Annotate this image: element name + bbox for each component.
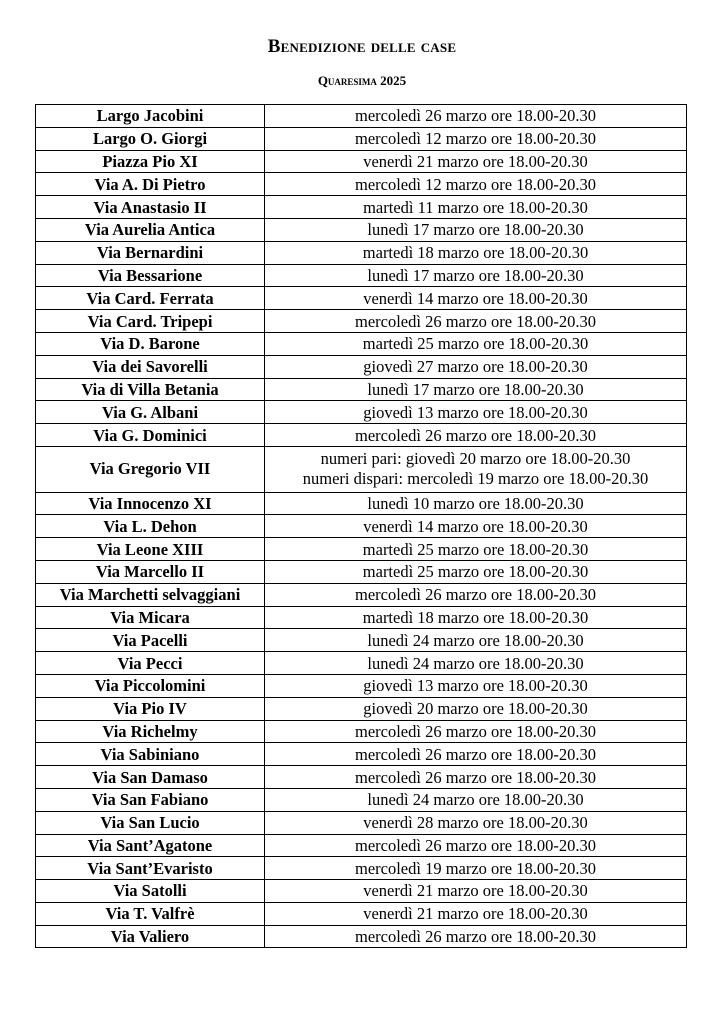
visit-date-cell — [265, 378, 687, 401]
table-row — [36, 902, 687, 925]
visit-date: lunedì 24 marzo ore 18.00-20.30 — [367, 653, 584, 673]
table-row — [36, 310, 687, 333]
street-name: Via di Villa Betania — [36, 378, 265, 401]
visit-date-cell — [265, 788, 687, 811]
table-row — [36, 925, 687, 948]
visit-date: mercoledì 19 marzo ore 18.00-20.30 — [354, 858, 596, 878]
street-name: Via Innocenzo XI — [36, 492, 265, 515]
table-row — [36, 378, 687, 401]
visit-date-cell — [265, 310, 687, 333]
visit-date: venerdì 21 marzo ore 18.00-20.30 — [363, 881, 588, 901]
page-subtitle: Quaresima 2025 — [317, 73, 407, 88]
visit-date: martedì 18 marzo ore 18.00-20.30 — [362, 607, 589, 627]
table-row — [36, 857, 687, 880]
table-row — [36, 606, 687, 629]
street-name: Via Aurelia Antica — [36, 218, 265, 241]
table-row — [36, 264, 687, 287]
visit-date: martedì 25 marzo ore 18.00-20.30 — [362, 562, 589, 582]
table-row — [36, 788, 687, 811]
visit-date: lunedì 17 marzo ore 18.00-20.30 — [367, 220, 584, 240]
visit-date: venerdì 21 marzo ore 18.00-20.30 — [363, 904, 588, 924]
table-row — [36, 674, 687, 697]
visit-date: numeri pari: giovedì 20 marzo ore 18.00-20.30 — [320, 449, 631, 469]
table-row — [36, 538, 687, 561]
table-row — [36, 697, 687, 720]
visit-date-cell — [265, 880, 687, 903]
visit-date: martedì 11 marzo ore 18.00-20.30 — [363, 197, 588, 217]
street-name: Via Sant’Evaristo — [36, 857, 265, 880]
street-name: Via D. Barone — [36, 332, 265, 355]
street-name: Via Sabiniano — [36, 743, 265, 766]
table-row — [36, 515, 687, 538]
visit-date-cell — [265, 287, 687, 310]
street-name: Via San Lucio — [36, 811, 265, 834]
visit-date: mercoledì 12 marzo ore 18.00-20.30 — [354, 129, 596, 149]
street-name: Via Marchetti selvaggiani — [36, 583, 265, 606]
visit-date: lunedì 17 marzo ore 18.00-20.30 — [367, 379, 584, 399]
table-row — [36, 218, 687, 241]
visit-date: lunedì 10 marzo ore 18.00-20.30 — [367, 493, 584, 513]
visit-date: mercoledì 26 marzo ore 18.00-20.30 — [354, 835, 596, 855]
visit-date: venerdì 21 marzo ore 18.00-20.30 — [363, 151, 588, 171]
table-row — [36, 834, 687, 857]
table-row — [36, 196, 687, 219]
visit-date-cell — [265, 218, 687, 241]
visit-date-cell — [265, 720, 687, 743]
visit-date-cell — [265, 332, 687, 355]
street-name: Via Satolli — [36, 880, 265, 903]
visit-date-cell — [265, 902, 687, 925]
visit-date: mercoledì 26 marzo ore 18.00-20.30 — [354, 721, 596, 741]
street-name: Via Micara — [36, 606, 265, 629]
visit-date: venerdì 14 marzo ore 18.00-20.30 — [363, 288, 588, 308]
visit-date-cell — [265, 811, 687, 834]
street-name: Via Valiero — [36, 925, 265, 948]
visit-date-cell — [265, 834, 687, 857]
street-name: Largo Jacobini — [36, 105, 265, 128]
table-row — [36, 287, 687, 310]
table-row — [36, 811, 687, 834]
visit-date: mercoledì 26 marzo ore 18.00-20.30 — [354, 106, 596, 126]
schedule-body — [36, 105, 687, 948]
visit-date: mercoledì 26 marzo ore 18.00-20.30 — [354, 767, 596, 787]
visit-date: mercoledì 26 marzo ore 18.00-20.30 — [354, 311, 596, 331]
visit-date: mercoledì 26 marzo ore 18.00-20.30 — [354, 585, 596, 605]
street-name: Via Bernardini — [36, 241, 265, 264]
visit-date: lunedì 17 marzo ore 18.00-20.30 — [367, 265, 584, 285]
street-name: Via T. Valfrè — [36, 902, 265, 925]
visit-date: venerdì 14 marzo ore 18.00-20.30 — [363, 516, 588, 536]
visit-date: giovedì 20 marzo ore 18.00-20.30 — [363, 699, 588, 719]
street-name: Via G. Dominici — [36, 424, 265, 447]
visit-date-cell — [265, 560, 687, 583]
table-row — [36, 332, 687, 355]
visit-date-cell — [265, 446, 687, 492]
table-row — [36, 629, 687, 652]
street-name: Piazza Pio XI — [36, 150, 265, 173]
table-row — [36, 492, 687, 515]
street-name: Via Leone XIII — [36, 538, 265, 561]
street-name: Via Pio IV — [36, 697, 265, 720]
visit-date-cell — [265, 492, 687, 515]
visit-date: mercoledì 26 marzo ore 18.00-20.30 — [354, 744, 596, 764]
visit-date-cell — [265, 264, 687, 287]
street-name: Via G. Albani — [36, 401, 265, 424]
visit-date-cell — [265, 515, 687, 538]
table-row — [36, 583, 687, 606]
table-row — [36, 424, 687, 447]
street-name: Via Sant’Agatone — [36, 834, 265, 857]
visit-date-cell — [265, 538, 687, 561]
visit-date: martedì 25 marzo ore 18.00-20.30 — [362, 539, 589, 559]
street-name: Via Bessarione — [36, 264, 265, 287]
visit-date: mercoledì 12 marzo ore 18.00-20.30 — [354, 174, 596, 194]
table-row — [36, 105, 687, 128]
page-title: Benedizione delle case — [267, 36, 457, 57]
street-name: Via Card. Tripepi — [36, 310, 265, 333]
table-row — [36, 355, 687, 378]
street-name: Via Card. Ferrata — [36, 287, 265, 310]
visit-date: giovedì 13 marzo ore 18.00-20.30 — [363, 676, 588, 696]
visit-date: lunedì 24 marzo ore 18.00-20.30 — [367, 630, 584, 650]
street-name: Via Pecci — [36, 652, 265, 675]
visit-date-cell — [265, 743, 687, 766]
street-name: Largo O. Giorgi — [36, 127, 265, 150]
visit-date-cell — [265, 766, 687, 789]
table-row — [36, 652, 687, 675]
visit-date-cell — [265, 401, 687, 424]
visit-date-cell — [265, 173, 687, 196]
table-row — [36, 560, 687, 583]
visit-date-cell — [265, 424, 687, 447]
visit-date-cell — [265, 629, 687, 652]
street-name: Via San Damaso — [36, 766, 265, 789]
visit-date-cell — [265, 241, 687, 264]
street-name: Via San Fabiano — [36, 788, 265, 811]
visit-date: martedì 25 marzo ore 18.00-20.30 — [362, 334, 589, 354]
street-name: Via dei Savorelli — [36, 355, 265, 378]
table-row — [36, 241, 687, 264]
visit-date-cell — [265, 583, 687, 606]
table-row — [36, 720, 687, 743]
visit-date: numeri dispari: mercoledì 19 marzo ore 18.00-20.30 — [302, 469, 649, 489]
visit-date-cell — [265, 127, 687, 150]
visit-date-cell — [265, 652, 687, 675]
visit-date: giovedì 27 marzo ore 18.00-20.30 — [363, 357, 588, 377]
street-name: Via L. Dehon — [36, 515, 265, 538]
table-row — [36, 766, 687, 789]
street-name: Via Marcello II — [36, 560, 265, 583]
street-name: Via Pacelli — [36, 629, 265, 652]
visit-date-cell — [265, 697, 687, 720]
street-name: Via Piccolomini — [36, 674, 265, 697]
visit-date: mercoledì 26 marzo ore 18.00-20.30 — [354, 927, 596, 947]
table-row — [36, 150, 687, 173]
street-name: Via A. Di Pietro — [36, 173, 265, 196]
visit-date: giovedì 13 marzo ore 18.00-20.30 — [363, 402, 588, 422]
street-name: Via Gregorio VII — [36, 446, 265, 492]
table-row — [36, 401, 687, 424]
visit-date: martedì 18 marzo ore 18.00-20.30 — [362, 243, 589, 263]
visit-date-cell — [265, 105, 687, 128]
table-row — [36, 880, 687, 903]
table-row — [36, 743, 687, 766]
schedule-table — [35, 104, 687, 948]
visit-date: mercoledì 26 marzo ore 18.00-20.30 — [354, 425, 596, 445]
visit-date: lunedì 24 marzo ore 18.00-20.30 — [367, 790, 584, 810]
visit-date-cell — [265, 674, 687, 697]
table-row — [36, 127, 687, 150]
table-row — [36, 446, 687, 492]
visit-date-cell — [265, 150, 687, 173]
visit-date-cell — [265, 196, 687, 219]
visit-date-cell — [265, 606, 687, 629]
visit-date: venerdì 28 marzo ore 18.00-20.30 — [363, 813, 588, 833]
visit-date-cell — [265, 857, 687, 880]
visit-date-cell — [265, 355, 687, 378]
table-row — [36, 173, 687, 196]
visit-date-cell — [265, 925, 687, 948]
street-name: Via Richelmy — [36, 720, 265, 743]
street-name: Via Anastasio II — [36, 196, 265, 219]
